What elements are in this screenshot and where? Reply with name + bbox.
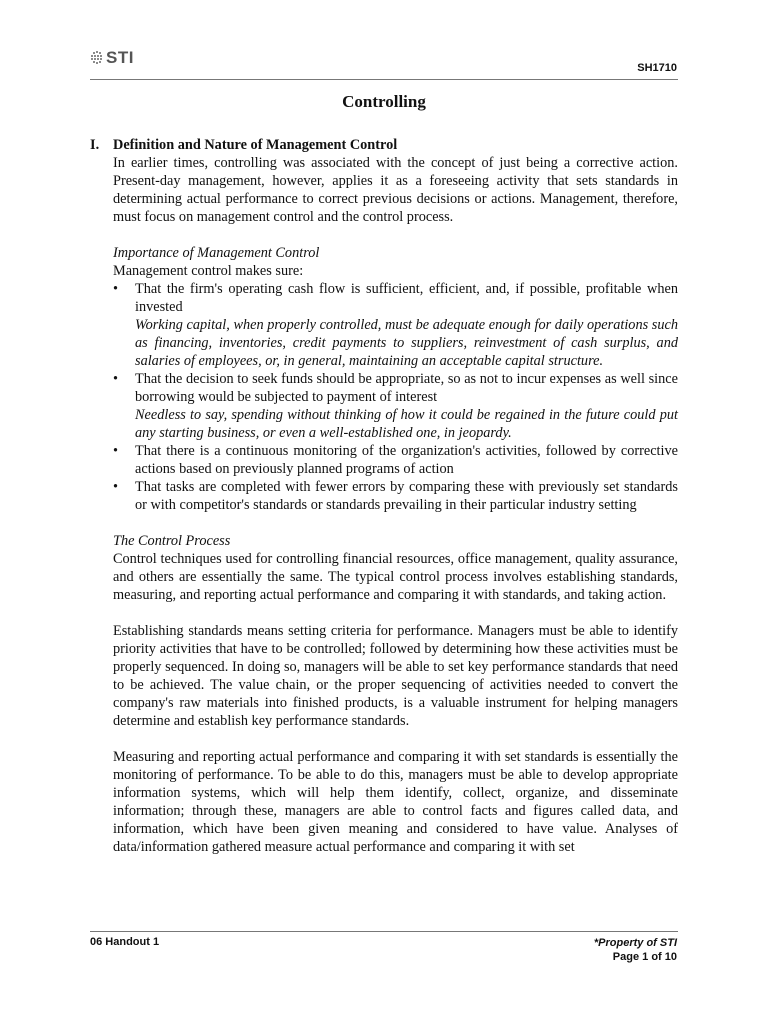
bullet-icon: • bbox=[113, 479, 119, 495]
section-number: I. bbox=[90, 137, 100, 153]
importance-list bbox=[113, 280, 678, 514]
section-intro: In earlier times, controlling was associated with the concept of just being a corrective action. Present-day management, however, applies it as a foreseeing activity that sets standards in determining actual performance to correct previous decisions or actions. Management, therefore, must focus on management control and the control process. bbox=[113, 155, 678, 225]
document-body bbox=[90, 136, 678, 856]
footer-right bbox=[594, 936, 677, 964]
list-item bbox=[113, 478, 678, 514]
list-item bbox=[113, 370, 678, 442]
bullet-icon: • bbox=[113, 281, 119, 297]
control-process-paragraph-2: Establishing standards means setting criteria for performance. Managers must be able to identify priority activities that have to be controlled; followed by determining how these activities must be properly sequenced. In doing so, managers will be able to set key performance standards that need to be achieved. The value chain, or the proper sequencing of activities needed to convert the company's raw materials into finished products, is a valuable instrument for helping managers determine and establish key performance standards. bbox=[113, 623, 678, 729]
bullet-icon: • bbox=[113, 443, 119, 459]
control-process-paragraph-1: Control techniques used for controlling financial resources, office management, quality assurance, and others are essentially the same. The typical control process involves establishing standards, measuring, and reporting actual performance and comparing it with standards, and taking action. bbox=[113, 551, 678, 603]
footer-property: *Property of STI bbox=[593, 937, 677, 949]
page-title: Controlling bbox=[342, 92, 426, 111]
sti-globe-icon bbox=[90, 50, 104, 66]
bullet-text: That the decision to seek funds should be appropriate, so as not to incur expenses as well since borrowing would be subjected to payment of interest bbox=[135, 371, 678, 405]
bullet-icon: • bbox=[113, 371, 119, 387]
header-rule bbox=[90, 79, 678, 80]
bullet-text: That there is a continuous monitoring of the organization's activities, followed by corrective actions based on previously planned programs of action bbox=[135, 443, 678, 477]
control-process-paragraph-3: Measuring and reporting actual performance and comparing it with set standards is essentially the monitoring of performance. To be able to do this, managers must be able to develop appropriate information systems, which will help them identify, collect, organize, and disseminate information; through these, managers are able to control facts and figures called data, and information, which have been given meaning and considered to have value. Analyses of data/information gathered measure actual performance and comparing it with set bbox=[113, 749, 678, 855]
footer-handout: 06 Handout 1 bbox=[90, 936, 160, 948]
importance-lead: Management control makes sure: bbox=[113, 263, 304, 279]
list-item bbox=[113, 442, 678, 478]
logo-text: STI bbox=[106, 48, 134, 67]
bullet-text: That tasks are completed with fewer errors by comparing these with previously set standards or with competitor's standards or standards prevailing in their particular industry setting bbox=[135, 479, 678, 513]
bullet-text: That the firm's operating cash flow is sufficient, efficient, and, if possible, profitable when invested bbox=[135, 281, 678, 315]
footer-rule bbox=[90, 931, 678, 932]
document-code: SH1710 bbox=[637, 62, 677, 74]
footer-page-number: Page 1 of 10 bbox=[612, 951, 677, 963]
list-item bbox=[113, 280, 678, 370]
section-heading bbox=[90, 136, 678, 154]
bullet-note: Needless to say, spending without thinking of how it could be regained in the future could put any starting business, or even a well-established one, in jeopardy. bbox=[135, 407, 678, 441]
importance-heading: Importance of Management Control bbox=[113, 245, 320, 261]
bullet-note: Working capital, when properly controlled, must be adequate enough for daily operations such as financing, inventories, credit payments to suppliers, reinvestment of cash surplus, and salaries of employees, or, in general, maintaining an acceptable capital structure. bbox=[135, 317, 678, 369]
control-process-heading: The Control Process bbox=[113, 533, 231, 549]
sti-logo bbox=[90, 48, 134, 68]
section-title: Definition and Nature of Management Control bbox=[113, 137, 398, 153]
